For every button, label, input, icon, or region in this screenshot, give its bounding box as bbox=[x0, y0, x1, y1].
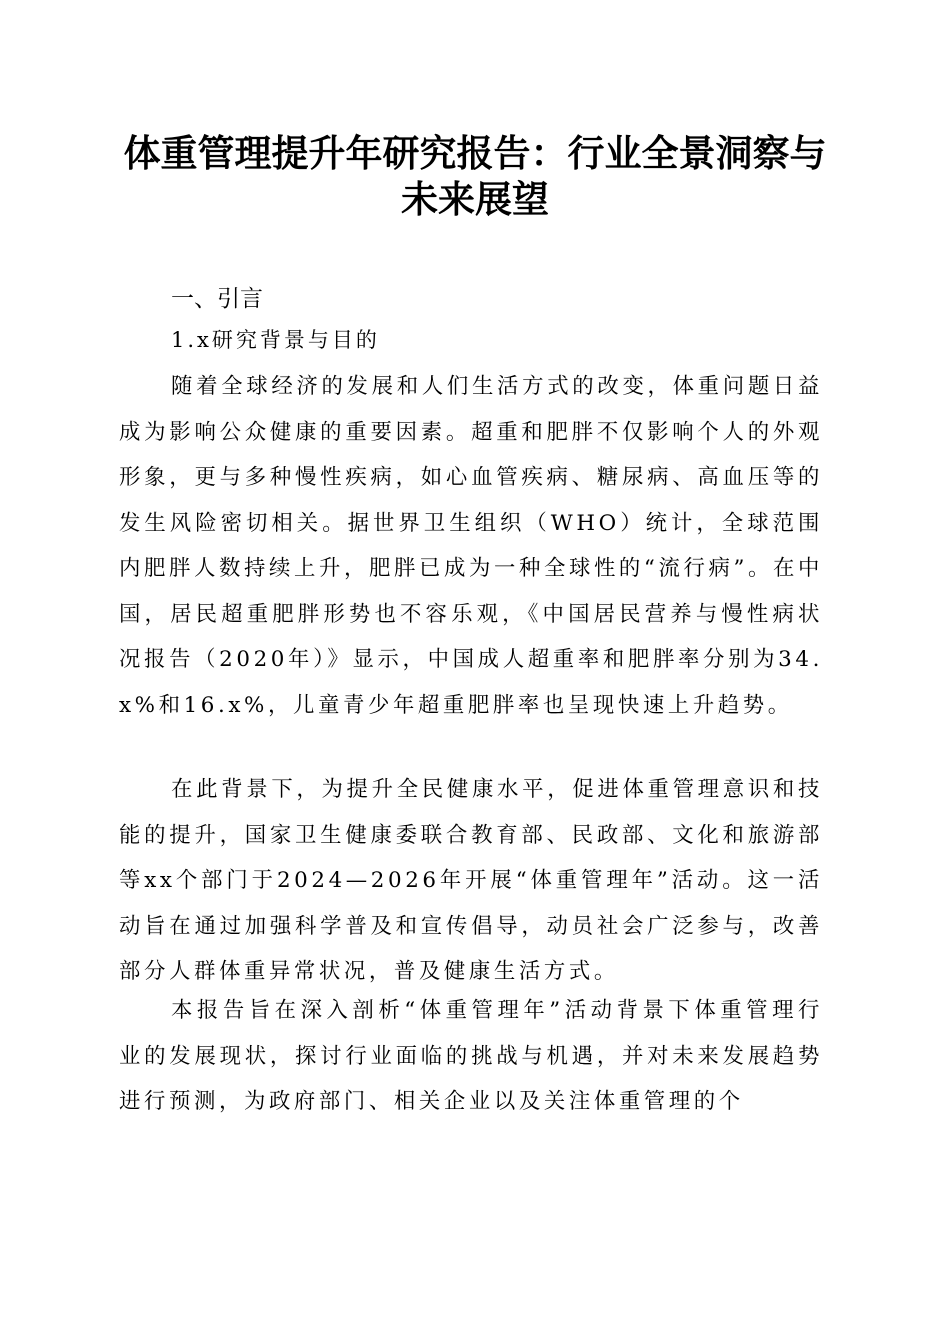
paragraph-2: 在此背景下，为提升全民健康水平，促进体重管理意识和技能的提升，国家卫生健康委联合教育部、民政部、文化和旅游部等xx个部门于2024—2026年开展“体重管理年”活动。这一活动旨在通过加强科学普及和宣传倡导，动员社会广泛参与，改善部分人群体重异常状况，普及健康生活方式。 bbox=[119, 777, 823, 984]
paragraph-3: 本报告旨在深入剖析“体重管理年”活动背景下体重管理行业的发展现状，探讨行业面临的挑战与机遇，并对未来发展趋势进行预测，为政府部门、相关企业以及关注体重管理的个 bbox=[119, 998, 823, 1114]
section-heading-introduction: 一、引言 bbox=[171, 286, 263, 312]
document-title: 体重管理提升年研究报告：行业全景洞察与未来展望 bbox=[123, 131, 827, 221]
subsection-heading-background: 1.x研究背景与目的 bbox=[171, 328, 380, 352]
paragraph-1: 随着全球经济的发展和人们生活方式的改变，体重问题日益成为影响公众健康的重要因素。超重和肥胖不仅影响个人的外观形象，更与多种慢性疾病，如心血管疾病、糖尿病、高血压等的发生风险密切相关。据世界卫生组织（WHO）统计，全球范围内肥胖人数持续上升，肥胖已成为一种全球性的“流行病”。在中国，居民超重肥胖形势也不容乐观，《中国居民营养与慢性病状况报告（2020年）》显示，中国成人超重率和肥胖率分别为34.x%和16.x%，儿童青少年超重肥胖率也呈现快速上升趋势。 bbox=[119, 374, 823, 718]
